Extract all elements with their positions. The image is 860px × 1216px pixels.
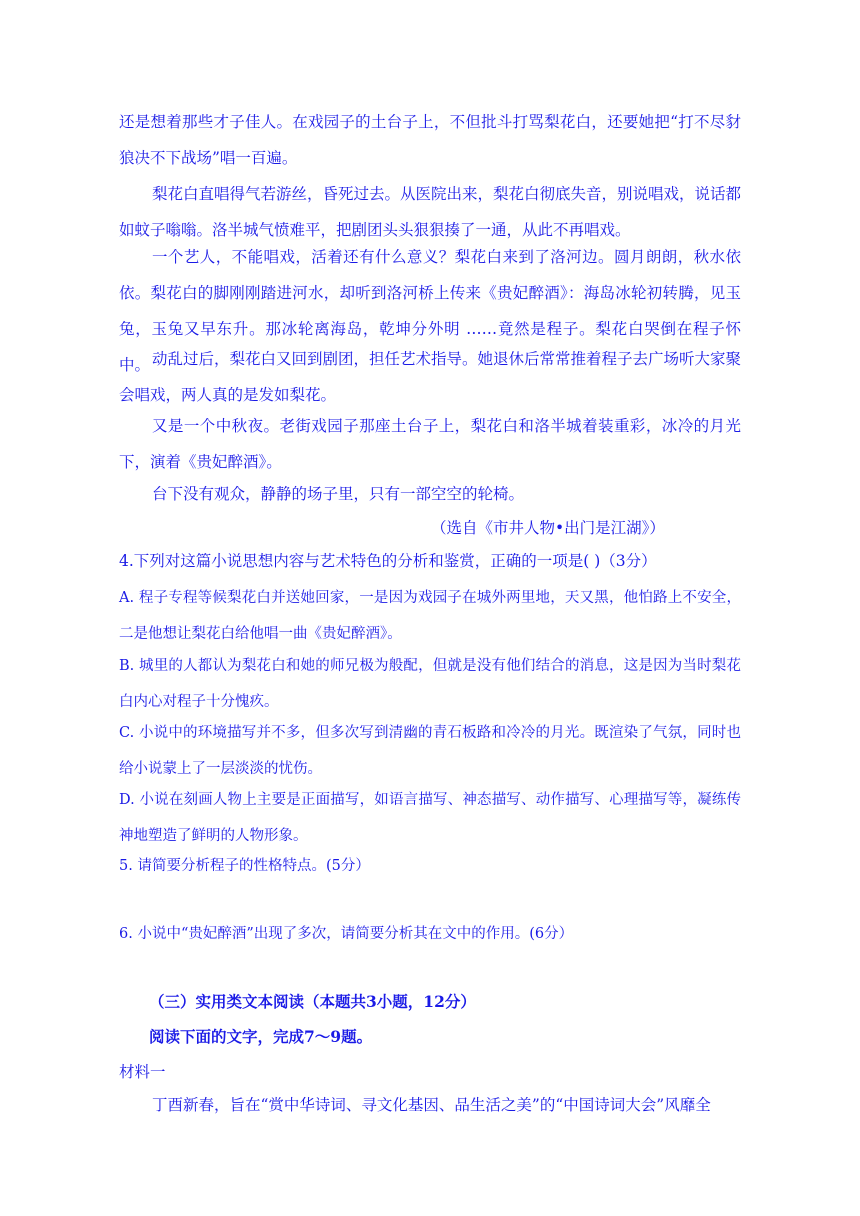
story-paragraph-2: 梨花白直唱得气若游丝，昏死过去。从医院出来，梨花白彻底失音，别说唱戏，说话都如蚊子嗡嗡。洛半城气愤难平，把剧团头头狠狠揍了一通，从此不再唱戏。	[119, 185, 742, 239]
material-text: 丁酉新春，旨在“赏中华诗词、寻文化基因、品生活之美”的“中国诗词大会”风靡全	[152, 1096, 711, 1114]
question-4-option-a: A. 程子专程等候梨花白并送她回家，一是因为戏园子在城外两里地，天又黑，他怕路上不安全，二是他想让梨花白给他唱一曲《贵妃醉酒》。	[119, 590, 741, 642]
question-4-option-c: C. 小说中的环境描写并不多，但多次写到清幽的青石板路和冷冷的月光。既渲染了气氛，同时也给小说蒙上了一层淡淡的忧伤。	[119, 725, 741, 777]
story-paragraph-6: 台下没有观众，静静的场子里，只有一部空空的轮椅。	[152, 485, 525, 503]
question-6: 6. 小说中“贵妃醉酒”出现了多次，请简要分析其在文中的作用。(6分）	[119, 926, 574, 942]
question-4-stem: 4.下列对这篇小说思想内容与艺术特色的分析和鉴赏，正确的一项是( )（3分）	[119, 552, 657, 570]
question-4-option-b: B. 城里的人都认为梨花白和她的师兄极为般配，但就是没有他们结合的消息，这是因为当时梨花白内心对程子十分愧疚。	[119, 658, 741, 710]
story-paragraph-4: 动乱过后，梨花白又回到剧团，担任艺术指导。她退休后常常推着程子去广场听大家聚会唱戏，两人真的是发如梨花。	[119, 350, 742, 404]
question-4-option-d: D. 小说在刻画人物上主要是正面描写，如语言描写、神态描写、动作描写、心理描写等，凝练传神地塑造了鲜明的人物形象。	[119, 792, 741, 844]
section-3-instruction: 阅读下面的文字，完成7～9题。	[149, 1027, 373, 1046]
section-3-title: （三）实用类文本阅读（本题共3小题，12分）	[149, 992, 476, 1011]
question-5: 5. 请简要分析程子的性格特点。(5分）	[119, 858, 370, 874]
story-paragraph-5: 又是一个中秋夜。老街戏园子那座土台子上，梨花白和洛半城着装重彩，冰冷的月光下，演着《贵妃醉酒》。	[119, 417, 741, 471]
story-source: （选自《市井人物•出门是江湖》）	[431, 519, 665, 537]
story-paragraph-1: 还是想着那些才子佳人。在戏园子的土台子上，不但批斗打骂梨花白，还要她把“打不尽豺狼决不下战场”唱一百遍。	[119, 113, 741, 167]
material-label: 材料一	[119, 1063, 166, 1081]
story-paragraph-3: 一个艺人，不能唱戏，活着还有什么意义？梨花白来到了洛河边。圆月朗朗，秋水依依。梨花白的脚刚刚踏进河水，却听到洛河桥上传来《贵妃醉酒》：海岛冰轮初转腾，见玉兔，玉兔又早东升。那冰轮离海岛，乾坤分外明 ……竟然是程子。梨花白哭倒在程子怀中。	[119, 248, 741, 374]
